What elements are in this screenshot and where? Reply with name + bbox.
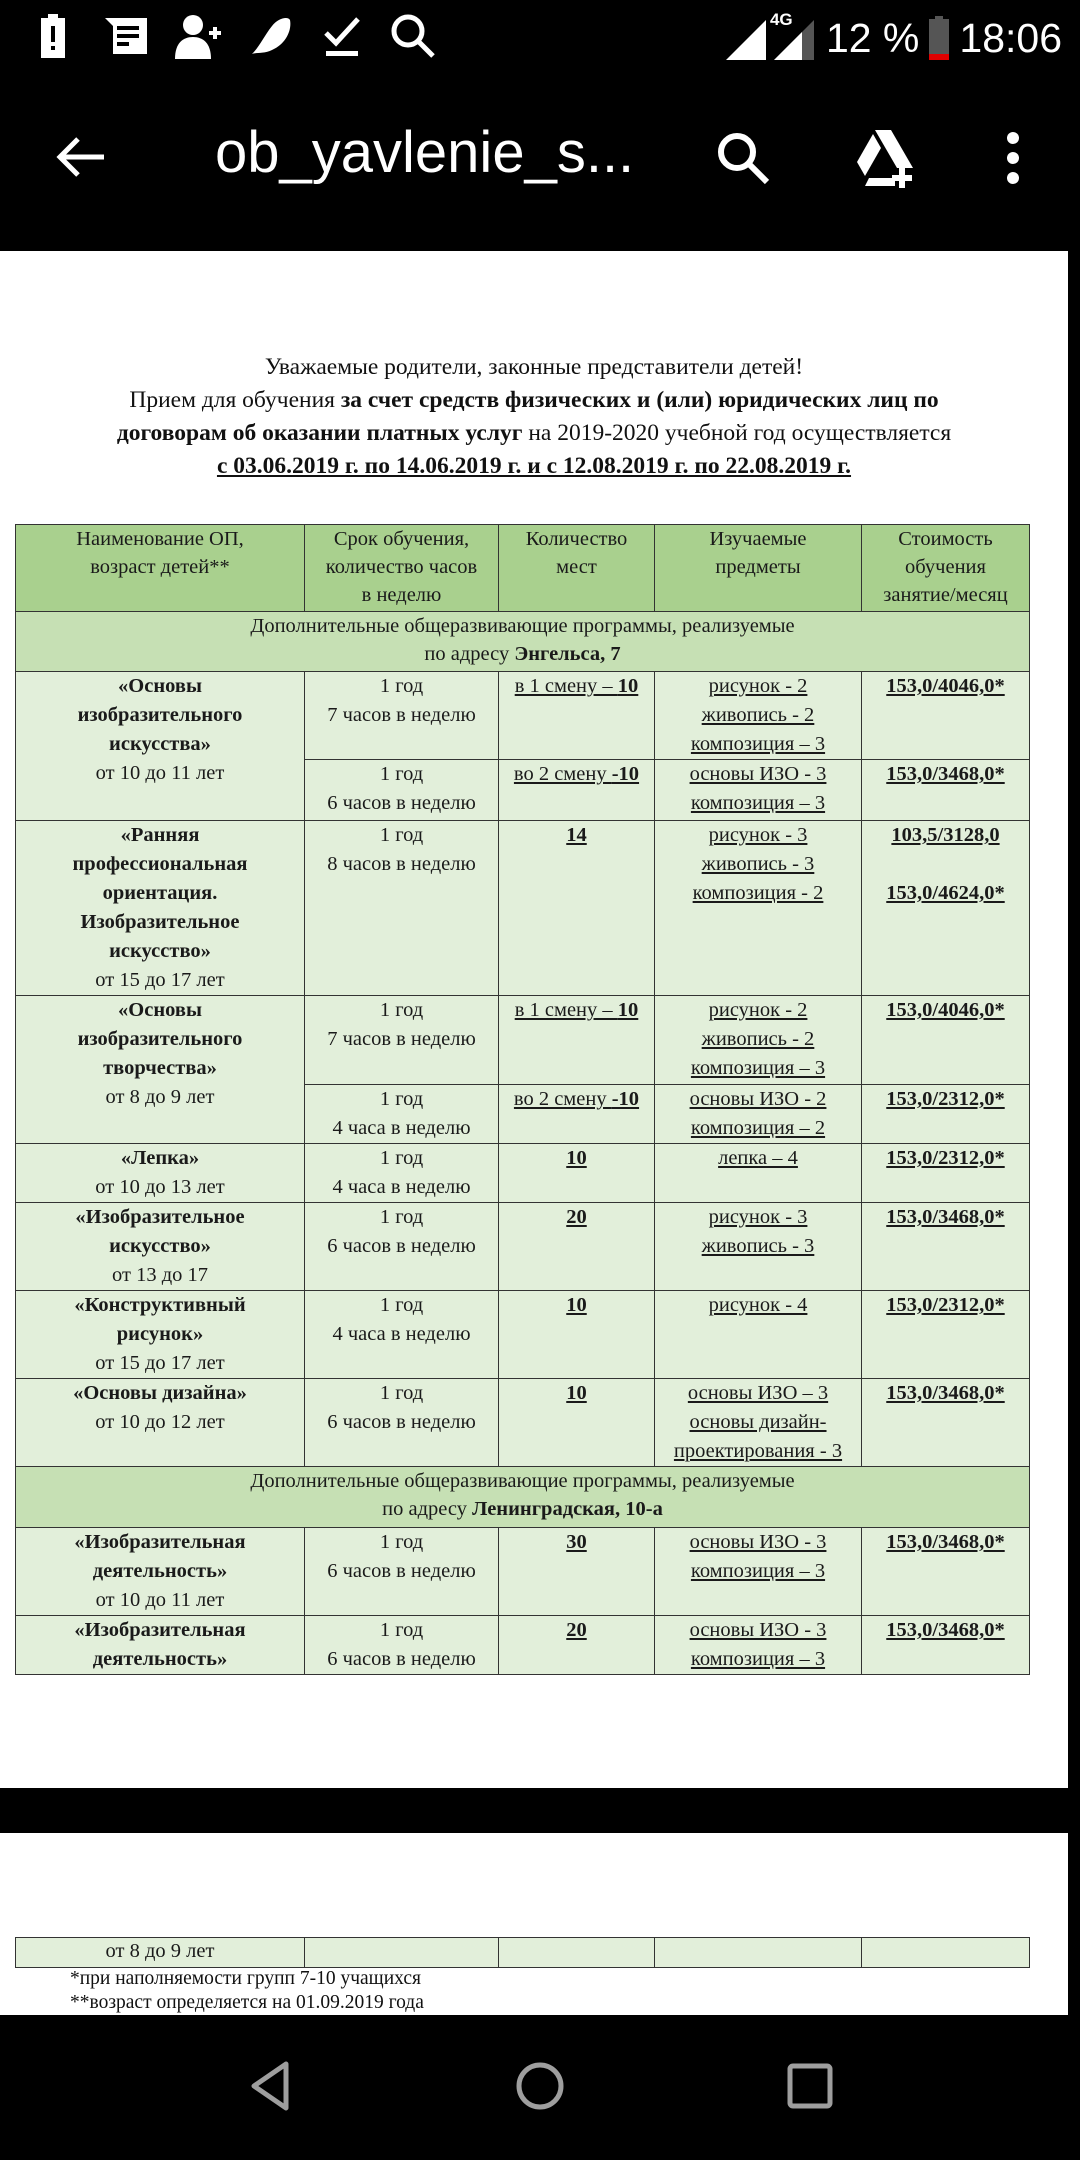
cell-line: живопись - 2 [701,1028,815,1050]
cell-line: изобразительного [77,704,243,726]
cell-places [499,1616,655,1675]
cell-price [862,1085,1030,1144]
cell-line: искусства» [109,733,211,755]
places-shift: в 1 смену – [514,999,618,1021]
cell-empty [655,1938,862,1968]
places-count: 20 [566,1619,587,1641]
cell-line: живопись - 3 [701,853,815,875]
cell-line: рисунок» [116,1323,204,1345]
cell-places [499,760,655,821]
cell-line: основы ИЗО – 3 [687,1382,829,1404]
cell-line: 6 часов в неделю [327,792,476,814]
cell-line: возраст детей** [90,556,230,578]
cell-line: 1 год [379,1206,424,1228]
cell-line: композиция – 3 [690,1560,826,1582]
table-row [16,821,1030,996]
cell-line: 4 часа в неделю [332,1117,471,1139]
cell-line: 1 год [379,763,424,785]
section-address: Энгельса, 7 [514,643,621,665]
cell-line: основы ИЗО - 3 [689,1531,827,1553]
address-prefix: по адресу [424,643,515,665]
places-count: 10 [617,675,639,697]
intro-greeting: Уважаемые родители, законные представители детей! [264,354,804,380]
cell-line: занятие/месяц [883,584,1008,606]
cell-line: композиция – 3 [690,733,826,755]
cell-program-name [16,1379,305,1467]
cell-price [862,1379,1030,1467]
cell-line: 4 часа в неделю [332,1176,471,1198]
cell-subjects [655,1203,862,1291]
cell-program-name [16,1616,305,1675]
cell-places [499,1291,655,1379]
table-row-continued [16,1938,1030,1968]
cell-duration [305,1616,499,1675]
cell-price [862,1144,1030,1203]
cell-places [499,821,655,996]
document-page-1[interactable] [0,251,1068,1788]
places-count: 10 [566,1294,587,1316]
feather-icon [250,14,292,58]
cell-line: искусство» [109,1235,211,1257]
cell-line: основы дизайн- [689,1411,827,1433]
places-count: 14 [566,824,587,846]
places-count: -10 [611,763,640,785]
programs-table-continued [15,1937,1030,1968]
cell-price [862,1203,1030,1291]
cell-subjects [655,996,862,1085]
cell-line: проектирования - 3 [673,1440,843,1462]
program-age: от 10 до 11 лет [95,762,225,784]
cell-line: 4 часа в неделю [332,1323,471,1345]
price-value: 153,0/4046,0* [886,999,1005,1021]
cell-subjects [655,1085,862,1144]
cell-line: 7 часов в неделю [327,704,476,726]
table-row [16,1291,1030,1379]
cell-line: «Конструктивный [74,1294,246,1316]
cell-line: «Основы дизайна» [73,1382,247,1404]
cell-line: лепка – 4 [718,1147,798,1169]
network-type: 4G [769,10,793,29]
program-age: от 15 до 17 лет [95,1352,225,1374]
cell-duration [305,996,499,1085]
table-row [16,1144,1030,1203]
navigation-bar [0,2015,1080,2160]
battery-icon [929,16,949,60]
program-age: от 8 до 9 лет [105,1086,215,1108]
cell-line: 6 часов в неделю [327,1560,476,1582]
signal-icon [726,10,816,62]
cell-price [862,760,1030,821]
arrow-left-icon[interactable] [52,127,112,187]
cell-places [499,1203,655,1291]
download-done-icon [322,14,362,58]
table-row [16,1528,1030,1616]
places-value [501,821,652,850]
price-value: 153,0/3468,0* [886,1531,1005,1553]
more-vert-icon[interactable] [978,123,1048,193]
cell-line: 1 год [379,1294,424,1316]
cell-line: творчества» [103,1057,217,1079]
cell-empty [499,1938,655,1968]
footnote-1: *при наполняемости групп 7-10 учащихся [70,1968,421,1989]
cell-line: профессиональная [72,853,248,875]
recents-square-icon[interactable] [775,2051,845,2121]
status-bar [0,0,1080,75]
table-header-row [16,525,1030,612]
cell-line: Изучаемые [709,528,807,550]
cell-duration [305,1379,499,1467]
section-address: Ленинградская, 10-а [472,1498,663,1520]
cell-line: 1 год [379,1088,424,1110]
table-row [16,1616,1030,1675]
cell-duration [305,1291,499,1379]
intro-dates: с 03.06.2019 г. по 14.06.2019 г. и с 12.08.2019 г. по 22.08.2019 г. [216,453,852,479]
cell-line: «Изобразительная [74,1531,246,1553]
cell-line: «Изобразительное [75,1206,245,1228]
cell-places [499,1379,655,1467]
price-value: 153,0/3468,0* [886,1382,1005,1404]
cell-program-name [16,672,305,821]
cell-line: 1 год [379,1531,424,1553]
cell-subjects [655,1379,862,1467]
cell-line: Срок обучения, [333,528,470,550]
cell-age: от 8 до 9 лет [16,1938,305,1968]
places-value [501,1144,652,1173]
cell-places [499,1085,655,1144]
section-title: Дополнительные общеразвивающие программы, реализуемые [250,615,795,637]
cell-line: 1 год [379,999,424,1021]
document-page-2[interactable] [0,1833,1068,2015]
cell-price [862,1528,1030,1616]
cell-line: деятельность» [92,1648,228,1670]
cell-line: 1 год [379,824,424,846]
table-row [16,672,1030,760]
cell-subjects [655,1291,862,1379]
message-icon [105,14,147,58]
intro-text [0,351,1068,483]
cell-line: основы ИЗО - 2 [689,1088,827,1110]
table-row [16,1203,1030,1291]
cell-line: композиция – 3 [690,792,826,814]
places-value [501,996,652,1025]
header-subjects [655,525,862,612]
cell-program-name [16,1144,305,1203]
cell-duration [305,821,499,996]
address-prefix: по адресу [382,1498,473,1520]
cell-line: 1 год [379,675,424,697]
table-row [16,996,1030,1085]
cell-line: деятельность» [92,1560,228,1582]
section-title: Дополнительные общеразвивающие программы, реализуемые [250,1470,795,1492]
cell-empty [862,1938,1030,1968]
section-address-line [18,640,1027,668]
places-shift: во 2 смену [513,1088,612,1110]
section-address-line [18,1495,1027,1523]
program-age: от 13 до 17 [112,1264,208,1286]
cell-line: рисунок - 2 [708,999,808,1021]
cell-subjects [655,672,862,760]
cell-program-name [16,1203,305,1291]
clock: 18:06 [959,14,1062,61]
cell-price [862,672,1030,760]
cell-line: композиция - 2 [692,882,824,904]
cell-line: композиция – 3 [690,1057,826,1079]
cell-line: 6 часов в неделю [327,1235,476,1257]
app-bar [0,75,1080,250]
cell-line: Стоимость [898,528,993,550]
cell-line: композиция – 3 [690,1648,826,1670]
footnote-2: **возраст определяется на 01.09.2019 года [70,1992,424,2013]
cell-line: основы ИЗО - 3 [689,1619,827,1641]
cell-duration [305,1144,499,1203]
price-value: 153,0/2312,0* [886,1147,1005,1169]
cell-line: 6 часов в неделю [327,1648,476,1670]
cell-line: «Основы [118,999,202,1021]
program-age: от 10 до 11 лет [95,1589,225,1611]
add-contact-icon [175,14,225,58]
program-age: от 10 до 12 лет [95,1411,225,1433]
places-shift: во 2 смену [513,763,612,785]
search-icon[interactable] [708,123,778,193]
cell-line: искусство» [109,940,211,962]
places-shift: в 1 смену – [514,675,618,697]
cell-line: Количество [525,528,628,550]
cell-price [862,821,1030,996]
cell-places [499,1528,655,1616]
cell-program-name [16,1291,305,1379]
places-value [501,672,652,701]
drive-add-icon[interactable] [852,123,922,193]
cell-line: основы ИЗО - 3 [689,763,827,785]
cell-price [862,996,1030,1085]
intro-line-2: Прием для обучения за счет средств физических и (или) юридических лиц по [129,387,939,413]
cell-line: изобразительного [77,1028,243,1050]
cell-subjects [655,821,862,996]
section-header [16,1467,1030,1528]
cell-line: предметы [715,556,801,578]
cell-line: 1 год [379,1147,424,1169]
price-value: 153,0/3468,0* [886,1619,1005,1641]
cell-subjects [655,1616,862,1675]
places-count: 10 [566,1147,587,1169]
section-header [16,612,1030,672]
cell-line: рисунок - 4 [708,1294,808,1316]
cell-line: количество часов [325,556,478,578]
cell-line: живопись - 2 [701,704,815,726]
cell-line: рисунок - 2 [708,675,808,697]
program-age: от 15 до 17 лет [95,969,225,991]
places-count: -10 [611,1088,640,1110]
cell-line: композиция – 2 [690,1117,826,1139]
header-duration [305,525,499,612]
header-name [16,525,305,612]
header-price [862,525,1030,612]
price-value: 153,0/3468,0* [886,1206,1005,1228]
places-value [501,1085,652,1114]
places-value [501,1203,652,1232]
cell-line: 1 год [379,1382,424,1404]
cell-line: «Ранняя [120,824,200,846]
cell-places [499,1144,655,1203]
price-value: 103,5/3128,0 [891,824,1000,846]
cell-line: рисунок - 3 [708,1206,808,1228]
places-value [501,1616,652,1645]
document-title: ob_yavlenie_s... [215,120,635,185]
cell-places [499,996,655,1085]
price-value: 153,0/3468,0* [886,763,1005,785]
cell-program-name [16,1528,305,1616]
cell-duration [305,760,499,821]
cell-places [499,672,655,760]
cell-program-name [16,821,305,996]
table-row [16,1379,1030,1467]
cell-duration [305,1203,499,1291]
cell-line: «Основы [118,675,202,697]
places-count: 20 [566,1206,587,1228]
cell-line: 6 часов в неделю [327,1411,476,1433]
battery-percent: 12 % [825,14,920,61]
places-value [501,760,652,789]
section-header-row [16,1467,1030,1528]
cell-line: рисунок - 3 [708,824,808,846]
price-value: 153,0/4624,0* [886,882,1005,904]
search-icon [390,14,436,58]
price-value: 153,0/2312,0* [886,1294,1005,1316]
places-count: 10 [566,1382,587,1404]
cell-line: 7 часов в неделю [327,1028,476,1050]
cell-subjects [655,1528,862,1616]
program-age: от 10 до 13 лет [95,1176,225,1198]
price-value: 153,0/4046,0* [886,675,1005,697]
cell-program-name [16,996,305,1144]
battery-alert-icon [38,14,68,58]
places-count: 30 [566,1531,587,1553]
price-value: 153,0/2312,0* [886,1088,1005,1110]
cell-line: Наименование ОП, [76,528,244,550]
cell-price [862,1616,1030,1675]
programs-table [15,524,1030,1675]
places-value [501,1528,652,1557]
cell-price [862,1291,1030,1379]
places-value [501,1291,652,1320]
cell-line: «Лепка» [120,1147,200,1169]
cell-subjects [655,760,862,821]
cell-line: обучения [905,556,986,578]
places-value [501,1379,652,1408]
header-places [499,525,655,612]
cell-line: в неделю [361,584,442,606]
cell-subjects [655,1144,862,1203]
home-circle-icon[interactable] [505,2051,575,2121]
cell-empty [305,1938,499,1968]
cell-line: мест [556,556,597,578]
cell-line: 1 год [379,1619,424,1641]
cell-line: «Изобразительная [74,1619,246,1641]
cell-line: ориентация. [102,882,218,904]
cell-line: 8 часов в неделю [327,853,476,875]
section-header-row [16,612,1030,672]
intro-line-3: договорам об оказании платных услуг на 2019-2020 учебной год осуществляется [116,420,952,446]
cell-duration [305,1528,499,1616]
cell-line: Изобразительное [80,911,240,933]
cell-line: живопись - 3 [701,1235,815,1257]
cell-duration [305,672,499,760]
back-triangle-icon[interactable] [235,2051,305,2121]
cell-duration [305,1085,499,1144]
places-count: 10 [617,999,639,1021]
